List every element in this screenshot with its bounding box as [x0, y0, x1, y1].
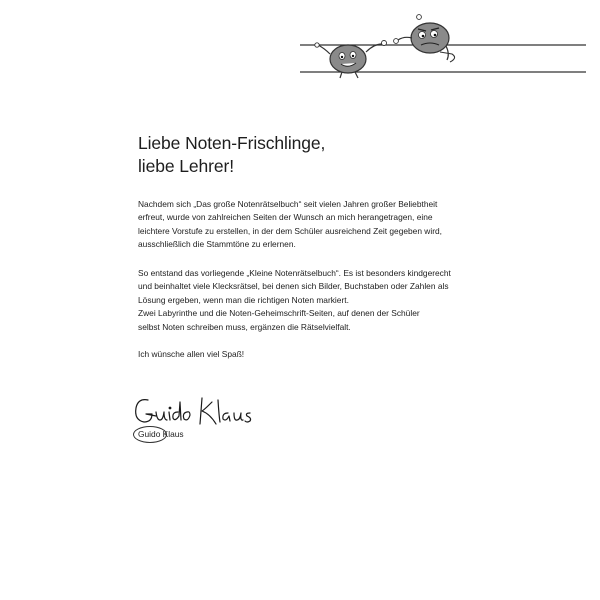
- heading-line-1: Liebe Noten-Frischlinge,: [138, 133, 326, 153]
- text-line: ausschließlich die Stammtöne zu erlernen.: [138, 239, 296, 250]
- printed-name: Guido Klaus: [138, 429, 184, 439]
- letter-heading: [138, 132, 558, 178]
- text-line: selbst Noten schreiben muss, ergänzen die Rätselvielfalt.: [138, 321, 351, 332]
- paragraph-closing: [138, 348, 478, 361]
- text-line: erfreut, wurde von zahlreichen Seiten der Wunsch an mich herangetragen, eine: [138, 212, 433, 223]
- text-line: So entstand das vorliegende „Kleine Notenrätselbuch“. Es ist besonders kindgerecht: [138, 268, 451, 278]
- heading-line-2: liebe Lehrer!: [138, 156, 234, 176]
- text-line: und beinhaltet viele Klecksrätsel, bei denen sich Bilder, Buchstaben oder Zahlen als: [138, 281, 449, 292]
- handwritten-signature: [130, 394, 260, 430]
- text-line: Lösung ergeben, wenn man die richtigen Noten markiert.: [138, 294, 349, 305]
- text-line: Ich wünsche allen viel Spaß!: [138, 349, 245, 359]
- text-line: Nachdem sich „Das große Notenrätselbuch“ seit vielen Jahren großer Beliebtheit: [138, 199, 438, 209]
- text-line: Zwei Labyrinthe und die Noten-Geheimschrift-Seiten, auf denen der Schüler: [138, 308, 420, 319]
- note-characters-on-staff-icon: [300, 14, 586, 80]
- text-line: leichtere Vorstufe zu erstellen, in der dem Schüler ausreichend Zeit gegeben wird,: [138, 225, 442, 236]
- paragraph-content: [138, 267, 478, 334]
- paragraph-intro: [138, 198, 478, 252]
